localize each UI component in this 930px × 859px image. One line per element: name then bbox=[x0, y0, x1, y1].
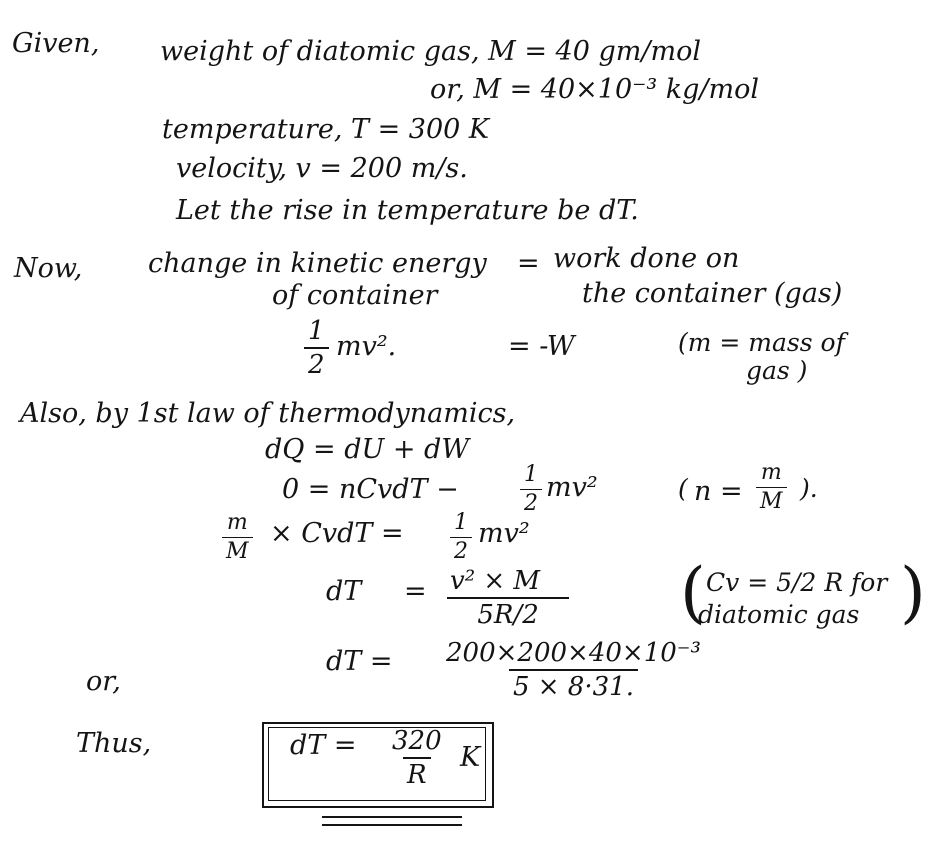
minus-w: = -W bbox=[508, 331, 575, 362]
cv-note-open-paren: ( bbox=[680, 554, 706, 631]
eq3-rhs: mv² bbox=[478, 518, 530, 549]
eq2-half-fraction bbox=[520, 464, 542, 515]
eq3-m-over-M bbox=[222, 512, 253, 563]
n-note-den: M bbox=[756, 487, 787, 513]
half-num: 1 bbox=[308, 316, 325, 346]
thus-label: Thus, bbox=[76, 728, 152, 759]
cv-note-line1: Cv = 5/2 R for bbox=[706, 568, 888, 597]
half-den: 2 bbox=[304, 347, 329, 378]
eq2-half-den: 2 bbox=[520, 489, 542, 515]
mass-note-line1: (m = mass of bbox=[678, 328, 845, 357]
eq2-half-num: 1 bbox=[524, 462, 538, 487]
n-note-num: m bbox=[760, 460, 782, 485]
answer-unit: K bbox=[460, 742, 481, 773]
half-fraction bbox=[304, 318, 329, 378]
eq3-mid: × CvdT = bbox=[270, 518, 404, 549]
dT2-lhs: dT = bbox=[326, 646, 393, 677]
eq3-half-den: 2 bbox=[450, 537, 472, 563]
dT-num: v² × M bbox=[450, 566, 541, 596]
eq-dq: dQ = dU + dW bbox=[265, 434, 470, 465]
answer-underline-2 bbox=[322, 824, 462, 826]
eq-zero-lhs: 0 = nCvdT − bbox=[282, 474, 459, 505]
work-label-line2: the container (gas) bbox=[582, 278, 843, 309]
answer-den: R bbox=[403, 757, 431, 788]
eq2-rhs: mv² bbox=[546, 472, 598, 503]
n-note-open: ( bbox=[678, 474, 688, 503]
eq3-num: m bbox=[226, 510, 248, 535]
ke-label-line2: of container bbox=[272, 280, 438, 311]
ke-equals: = bbox=[517, 248, 540, 279]
dT-fraction bbox=[446, 568, 570, 628]
ke-label-line1: change in kinetic energy bbox=[148, 248, 487, 279]
weight-si-line: or, M = 40×10⁻³ kg/mol bbox=[430, 74, 760, 105]
weight-line: weight of diatomic gas, M = 40 gm/mol bbox=[160, 36, 701, 67]
cv-note-line2: diatomic gas bbox=[698, 600, 860, 629]
eq3-half-fraction bbox=[450, 512, 472, 563]
work-label-line1: work done on bbox=[553, 243, 740, 274]
dT2-fraction bbox=[442, 640, 705, 700]
first-law-label: Also, by 1st law of thermodynamics, bbox=[20, 398, 516, 429]
dT2-den: 5 × 8·31. bbox=[509, 669, 638, 700]
or-label: or, bbox=[86, 666, 121, 697]
answer-underline-1 bbox=[322, 816, 462, 818]
answer-fraction bbox=[388, 728, 446, 788]
velocity-line: velocity, v = 200 m/s. bbox=[176, 153, 468, 184]
mv2-term: mv². bbox=[336, 331, 397, 362]
given-label: Given, bbox=[12, 28, 100, 59]
mass-note-line2: gas ) bbox=[746, 356, 808, 385]
n-note-close: ). bbox=[800, 474, 818, 503]
cv-note-close-paren: ) bbox=[900, 554, 926, 631]
dT-equals: = bbox=[404, 576, 427, 607]
n-note-lhs: n = bbox=[694, 476, 743, 507]
n-note-fraction bbox=[756, 462, 787, 513]
dT-lhs: dT bbox=[326, 576, 362, 607]
dT-den: 5R/2 bbox=[447, 597, 568, 628]
dT2-num: 200×200×40×10⁻³ bbox=[446, 638, 701, 668]
temperature-line: temperature, T = 300 K bbox=[162, 114, 490, 145]
eq3-den: M bbox=[222, 537, 253, 563]
let-rise-line: Let the rise in temperature be dT. bbox=[176, 195, 639, 226]
answer-lhs: dT = bbox=[290, 730, 357, 761]
now-label: Now, bbox=[14, 253, 83, 284]
eq3-half-num: 1 bbox=[454, 510, 468, 535]
answer-num: 320 bbox=[392, 726, 442, 756]
